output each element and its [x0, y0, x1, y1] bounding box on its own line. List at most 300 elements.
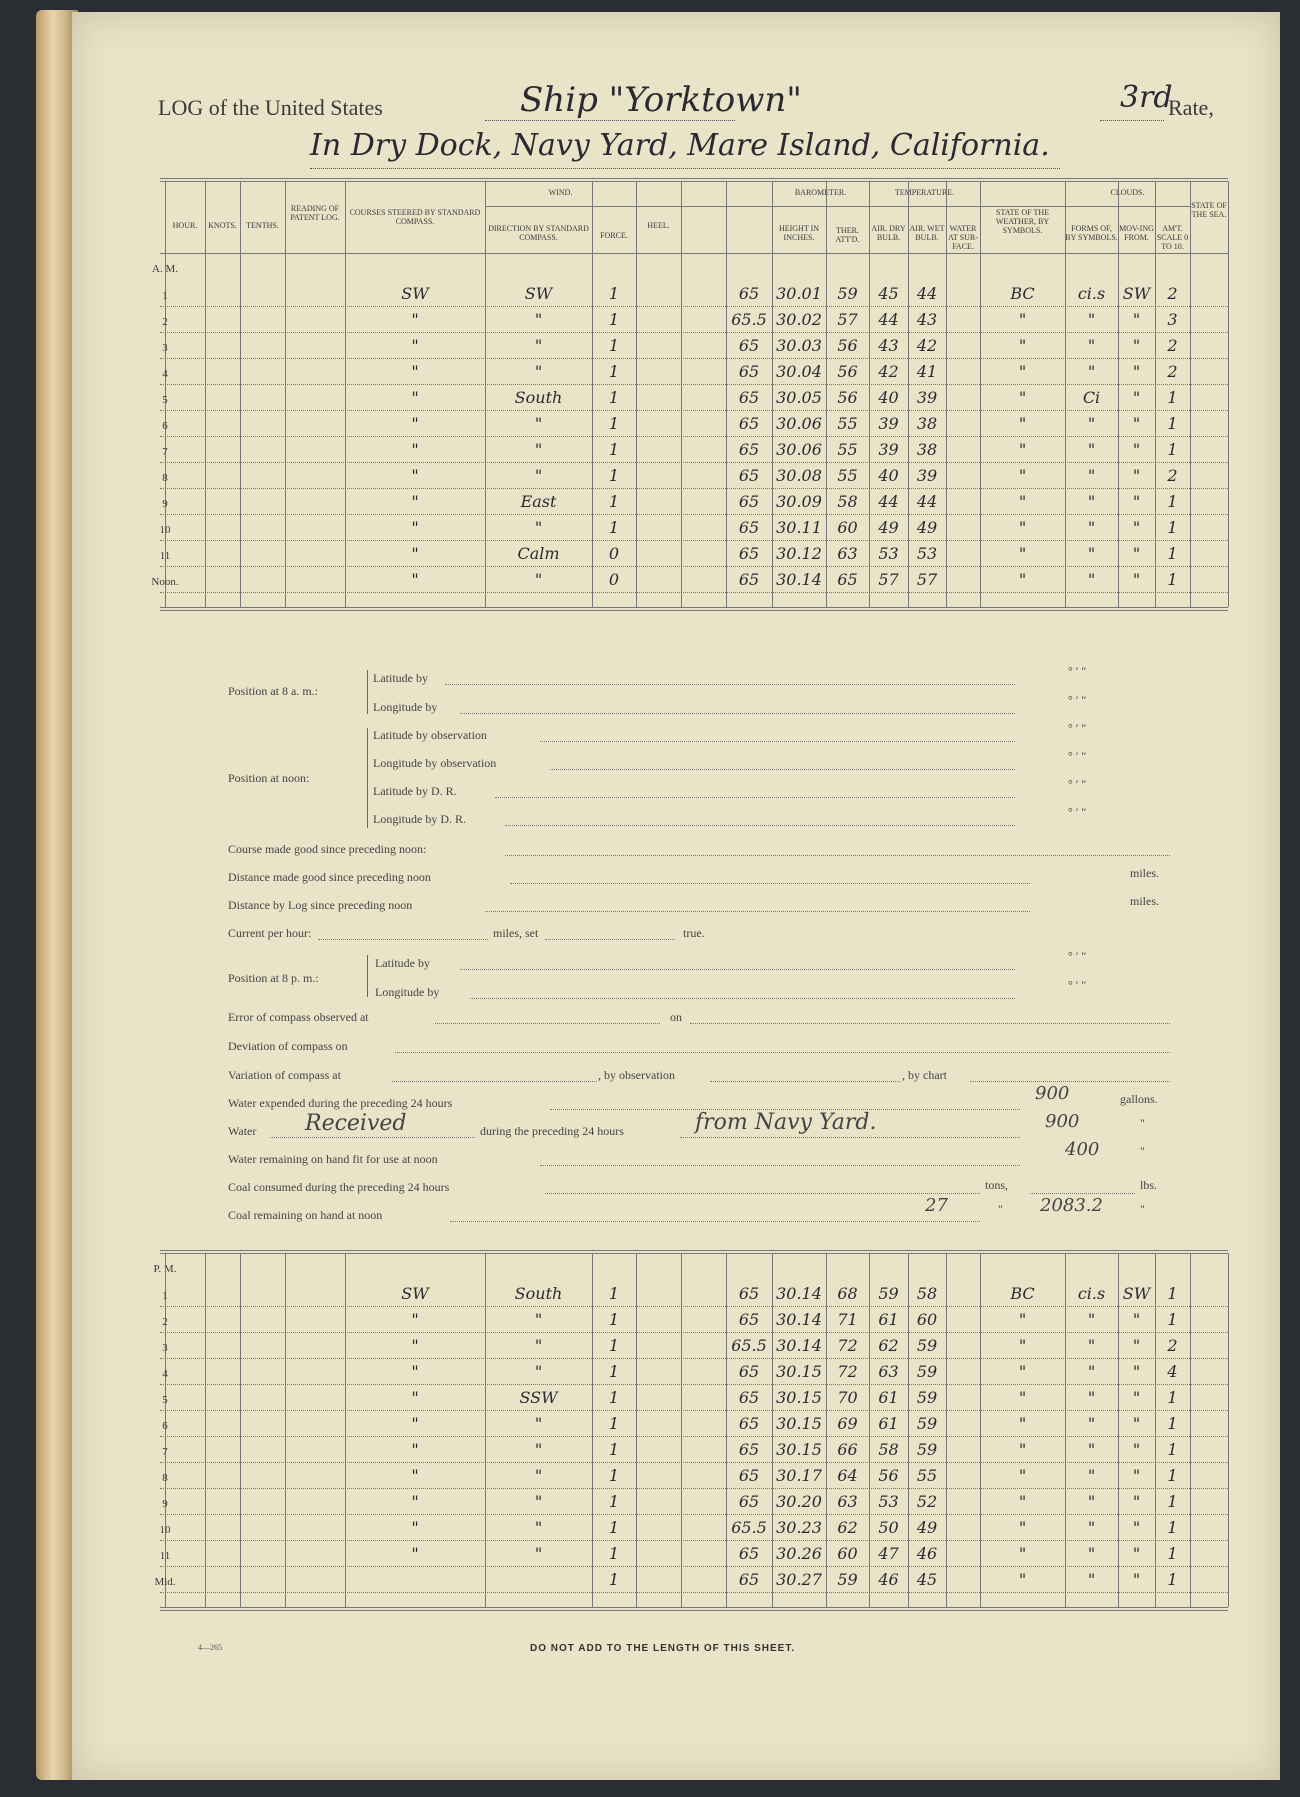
- am-cell-force: 1: [608, 284, 620, 303]
- pm-cell-ther: 62: [837, 1518, 858, 1537]
- pos-8pm-long-line: [470, 998, 1015, 999]
- pm-cell-wet: 46: [916, 1544, 938, 1563]
- pm-hour-label: 1: [162, 1290, 168, 1302]
- ship-rate-value: 3rd: [1120, 80, 1173, 115]
- water-remaining-line: [540, 1165, 1020, 1166]
- pm-cell-course: ": [411, 1440, 419, 1459]
- pm-cell-col: 65: [738, 1544, 760, 1563]
- pm-cell-col: 65.5: [731, 1518, 767, 1537]
- am-cell-course: ": [411, 570, 419, 589]
- pm-cell-forms: ": [1087, 1570, 1096, 1589]
- col-courses: COURSES STEERED BY STANDARD COMPASS.: [349, 208, 481, 226]
- col-temp-water: WATER AT SUR-FACE.: [948, 224, 978, 251]
- form-number: 4—265: [198, 1643, 222, 1652]
- pm-cell-ther: 63: [837, 1492, 858, 1511]
- pm-cell-force: 1: [608, 1518, 620, 1537]
- pm-cell-course: ": [411, 1414, 419, 1433]
- am-hour-label: 2: [162, 316, 168, 328]
- pm-cell-dry: 61: [878, 1310, 899, 1329]
- am-cell-moving: ": [1132, 544, 1141, 563]
- col-baro-height: HEIGHT IN INCHES.: [778, 224, 820, 242]
- am-cell-baro: 30.06: [776, 440, 822, 459]
- am-cell-weather: ": [1018, 362, 1027, 381]
- pm-cell-force: 1: [608, 1388, 620, 1407]
- pm-cell-dir: ": [534, 1414, 543, 1433]
- coal-tons-value: 27: [925, 1195, 948, 1216]
- water-during-label: during the preceding 24 hours: [480, 1124, 624, 1138]
- pm-cell-ther: 72: [837, 1362, 858, 1381]
- am-cell-dry: 43: [878, 336, 899, 355]
- am-cell-force: 1: [608, 310, 620, 329]
- pm-cell-moving: ": [1132, 1388, 1141, 1407]
- am-cell-weather: ": [1018, 414, 1027, 433]
- am-cell-forms: ": [1087, 544, 1096, 563]
- pm-row-line: [160, 1514, 1228, 1515]
- pm-cell-force: 1: [608, 1492, 620, 1511]
- am-cell-wet: 57: [916, 570, 938, 589]
- water-remaining-label: Water remaining on hand fit for use at noon: [228, 1152, 438, 1166]
- am-cell-forms: ": [1087, 362, 1096, 381]
- am-cell-wet: 41: [916, 362, 938, 381]
- pm-cell-ther: 66: [837, 1440, 858, 1459]
- am-cell-col: 65: [738, 466, 760, 485]
- pm-cell-course: ": [411, 1544, 419, 1563]
- am-cell-dry: 44: [878, 492, 899, 511]
- am-cell-wet: 38: [916, 440, 938, 459]
- pm-cell-weather: BC: [1010, 1284, 1035, 1303]
- am-row-line: [160, 358, 1228, 359]
- am-cell-weather: ": [1018, 466, 1027, 485]
- pm-cell-dry: 61: [878, 1414, 899, 1433]
- pos-8am-long-label: Longitude by: [373, 700, 438, 714]
- pm-cell-baro: 30.14: [776, 1310, 822, 1329]
- pm-row-line: [160, 1436, 1228, 1437]
- am-hour-label: 11: [159, 550, 171, 562]
- pm-cell-dry: 58: [878, 1440, 899, 1459]
- am-cell-col: 65: [738, 414, 760, 433]
- ship-location: In Dry Dock, Navy Yard, Mare Island, California.: [310, 128, 1050, 163]
- pm-cell-wet: 55: [916, 1466, 938, 1485]
- dist-log-line: [485, 911, 1030, 912]
- pm-cell-force: 1: [608, 1440, 620, 1459]
- pm-cell-dir: ": [534, 1492, 543, 1511]
- pm-cell-course: ": [411, 1336, 419, 1355]
- pm-hour-label: 8: [162, 1472, 168, 1484]
- pm-cell-dir: ": [534, 1362, 543, 1381]
- am-cell-moving: SW: [1122, 284, 1151, 303]
- coal-lbs-label: lbs.: [1140, 1178, 1158, 1192]
- pm-cell-dir: ": [534, 1466, 543, 1485]
- pm-cell-dry: 61: [878, 1388, 899, 1407]
- dist-made-label: Distance made good since preceding noon: [228, 870, 431, 884]
- am-cell-wet: 38: [916, 414, 938, 433]
- pm-cell-amt: 1: [1167, 1414, 1178, 1433]
- pm-cell-baro: 30.23: [776, 1518, 822, 1537]
- dist-log-miles: miles.: [1130, 894, 1159, 908]
- pm-cell-ther: 70: [837, 1388, 858, 1407]
- pm-cell-weather: ": [1018, 1336, 1027, 1355]
- am-cell-moving: ": [1132, 570, 1141, 589]
- pm-row-line: [160, 1566, 1228, 1567]
- am-cell-amt: 1: [1167, 492, 1178, 511]
- pm-top-line: [160, 1250, 1228, 1251]
- am-cell-baro: 30.02: [776, 310, 822, 329]
- am-hour-label: 3: [162, 342, 168, 354]
- am-row-line: [160, 540, 1228, 541]
- am-cell-dir: ": [534, 518, 543, 537]
- am-row-line: [160, 436, 1228, 437]
- am-cell-weather: ": [1018, 336, 1027, 355]
- variation-by-chart: , by chart: [902, 1068, 947, 1082]
- variation-chart-line: [970, 1081, 1170, 1082]
- am-cell-ther: 59: [837, 284, 858, 303]
- pm-cell-ther: 59: [837, 1570, 858, 1589]
- current-true: true.: [683, 926, 705, 940]
- am-row-line: [160, 332, 1228, 333]
- pm-hour-label: 2: [162, 1316, 168, 1328]
- pm-cell-course: ": [411, 1466, 419, 1485]
- am-header-bottom: [160, 253, 1228, 254]
- pm-cell-amt: 1: [1167, 1310, 1178, 1329]
- am-cell-wet: 44: [916, 284, 938, 303]
- col-temperature: TEMPERATURE.: [894, 188, 955, 197]
- am-cell-course: ": [411, 414, 419, 433]
- am-cell-force: 1: [608, 492, 620, 511]
- current-line: [318, 939, 488, 940]
- pos-8pm-lat-line: [460, 969, 1015, 970]
- am-cell-baro: 30.09: [776, 492, 822, 511]
- coal-consumed-line: [545, 1193, 980, 1194]
- pm-cell-force: 1: [608, 1336, 620, 1355]
- course-made-line: [505, 855, 1170, 856]
- am-cell-dir: ": [534, 440, 543, 459]
- am-cell-dir: ": [534, 362, 543, 381]
- pm-cell-dir: ": [534, 1310, 543, 1329]
- am-cell-ther: 55: [837, 414, 858, 433]
- pm-cell-course: ": [411, 1492, 419, 1511]
- pm-cell-forms: ": [1087, 1544, 1096, 1563]
- pm-cell-forms: ci.s: [1077, 1284, 1106, 1303]
- pos-noon-lat-obs-line: [540, 741, 1015, 742]
- am-cell-amt: 1: [1167, 570, 1178, 589]
- pos-8am-lat-line: [445, 684, 1015, 685]
- pm-cell-weather: ": [1018, 1362, 1027, 1381]
- pm-cell-ther: 71: [837, 1310, 858, 1329]
- am-cell-col: 65: [738, 544, 760, 563]
- pm-cell-amt: 1: [1167, 1284, 1178, 1303]
- water-exp-label: Water expended during the preceding 24 hours: [228, 1096, 453, 1110]
- pm-cell-force: 1: [608, 1414, 620, 1433]
- pm-cell-moving: ": [1132, 1336, 1141, 1355]
- pm-cell-forms: ": [1087, 1336, 1096, 1355]
- col-cloud-moving: MOV-ING FROM.: [1119, 224, 1154, 242]
- log-title-prefix: LOG of the United States: [158, 95, 383, 120]
- pos-noon-lat-dr-label: Latitude by D. R.: [373, 784, 457, 798]
- col-cloud-amt: AM'T. SCALE 0 TO 10.: [1156, 224, 1189, 251]
- variation-by-obs: , by observation: [598, 1068, 675, 1082]
- pm-cell-amt: 1: [1167, 1570, 1178, 1589]
- am-top-line-2: [160, 181, 1228, 182]
- am-cell-baro: 30.12: [776, 544, 822, 563]
- pm-row-line: [160, 1332, 1228, 1333]
- am-cell-weather: ": [1018, 492, 1027, 511]
- pm-cell-moving: ": [1132, 1310, 1141, 1329]
- am-cell-wet: 49: [916, 518, 938, 537]
- title-rate-line: [1100, 120, 1164, 121]
- pm-cell-weather: ": [1018, 1414, 1027, 1433]
- col-baro-ther: THER. ATT'D.: [835, 226, 860, 244]
- pm-cell-col: 65: [738, 1440, 760, 1459]
- am-cell-course: ": [411, 336, 419, 355]
- am-cell-amt: 1: [1167, 414, 1178, 433]
- pm-cell-col: 65: [738, 1570, 760, 1589]
- am-cell-course: ": [411, 492, 419, 511]
- pos-8pm-long-label: Longitude by: [375, 985, 440, 999]
- am-cell-moving: ": [1132, 310, 1141, 329]
- pm-cell-amt: 1: [1167, 1492, 1178, 1511]
- col-heel: HEEL.: [647, 221, 670, 230]
- am-cell-force: 0: [608, 544, 620, 563]
- am-cell-course: ": [411, 440, 419, 459]
- water-exp-value: 900: [1035, 1083, 1070, 1104]
- pm-cell-moving: ": [1132, 1414, 1141, 1433]
- am-cell-forms: ": [1087, 518, 1096, 537]
- pm-cell-ther: 72: [837, 1336, 858, 1355]
- pm-cell-forms: ": [1087, 1440, 1096, 1459]
- pm-cell-baro: 30.15: [776, 1388, 822, 1407]
- pm-cell-force: 1: [608, 1284, 620, 1303]
- am-cell-amt: 1: [1167, 544, 1178, 563]
- am-cell-amt: 3: [1167, 310, 1178, 329]
- pm-cell-dry: 46: [878, 1570, 899, 1589]
- pm-cell-dry: 59: [878, 1284, 899, 1303]
- am-bottom-line: [160, 607, 1228, 608]
- water-label: Water: [228, 1124, 257, 1138]
- coal-consumed-label: Coal consumed during the preceding 24 hours: [228, 1180, 450, 1194]
- am-hour-label: 7: [162, 446, 168, 458]
- pm-cell-amt: 2: [1167, 1336, 1178, 1355]
- brace-noon: [367, 728, 368, 828]
- am-cell-col: 65: [738, 388, 760, 407]
- coal-lbs-value: 2083.2: [1040, 1195, 1103, 1216]
- pm-cell-ther: 69: [837, 1414, 858, 1433]
- pm-cell-ther: 64: [837, 1466, 858, 1485]
- am-cell-dir: ": [534, 414, 543, 433]
- pm-cell-col: 65: [738, 1362, 760, 1381]
- pm-cell-course: ": [411, 1518, 419, 1537]
- am-cell-dry: 39: [878, 440, 899, 459]
- am-cell-ther: 56: [837, 388, 858, 407]
- am-row-line: [160, 384, 1228, 385]
- pm-cell-wet: 49: [916, 1518, 938, 1537]
- pm-row-line: [160, 1410, 1228, 1411]
- am-cell-dir: ": [534, 466, 543, 485]
- pm-cell-baro: 30.15: [776, 1414, 822, 1433]
- pm-cell-dir: ": [534, 1544, 543, 1563]
- header-sub-line: [485, 206, 1190, 207]
- am-cell-forms: ": [1087, 492, 1096, 511]
- pos-noon-lat-dr-line: [495, 797, 1015, 798]
- am-cell-moving: ": [1132, 362, 1141, 381]
- pm-period-label: P. M.: [153, 1263, 177, 1275]
- am-cell-baro: 30.14: [776, 570, 822, 589]
- am-cell-moving: ": [1132, 492, 1141, 511]
- pos-noon-lat-obs-deg: ° ′ ″: [1068, 721, 1087, 735]
- pm-cell-weather: ": [1018, 1570, 1027, 1589]
- pm-hour-label: 6: [162, 1420, 168, 1432]
- am-cell-dry: 53: [878, 544, 899, 563]
- am-cell-moving: ": [1132, 388, 1141, 407]
- pm-top-line-2: [160, 1253, 1228, 1254]
- am-cell-dir: East: [520, 492, 557, 511]
- pm-hour-label: 9: [162, 1498, 168, 1510]
- pm-row-line: [160, 1488, 1228, 1489]
- am-row-line: [160, 514, 1228, 515]
- pm-hour-label: 11: [159, 1550, 171, 1562]
- pm-col-divider: [1228, 1253, 1229, 1607]
- am-cell-dry: 45: [878, 284, 899, 303]
- am-cell-wet: 39: [916, 388, 938, 407]
- am-cell-course: ": [411, 388, 419, 407]
- am-cell-force: 0: [608, 570, 620, 589]
- am-cell-ther: 58: [837, 492, 858, 511]
- pm-cell-wet: 59: [916, 1336, 938, 1355]
- am-col-divider: [285, 181, 286, 607]
- am-row-line: [160, 488, 1228, 489]
- am-cell-amt: 2: [1167, 466, 1178, 485]
- pm-hour-label: 10: [159, 1524, 171, 1536]
- am-cell-baro: 30.05: [776, 388, 822, 407]
- am-row-line: [160, 592, 1228, 593]
- pm-cell-wet: 59: [916, 1414, 938, 1433]
- am-cell-forms: ": [1087, 336, 1096, 355]
- pm-cell-moving: ": [1132, 1466, 1141, 1485]
- pm-cell-moving: ": [1132, 1544, 1141, 1563]
- am-cell-dir: Calm: [517, 544, 560, 563]
- err-compass-on-line: [690, 1023, 1170, 1024]
- col-temp-wet: AIR. WET BULB.: [909, 224, 945, 242]
- am-cell-amt: 1: [1167, 440, 1178, 459]
- pm-cell-dir: South: [514, 1284, 563, 1303]
- am-cell-force: 1: [608, 466, 620, 485]
- col-sea: STATE OF THE SEA.: [1191, 201, 1227, 219]
- variation-line: [392, 1081, 597, 1082]
- am-top-line: [160, 178, 1228, 179]
- pm-cell-moving: ": [1132, 1518, 1141, 1537]
- pm-cell-forms: ": [1087, 1414, 1096, 1433]
- col-wind: WIND.: [548, 188, 573, 197]
- am-cell-col: 65: [738, 570, 760, 589]
- pm-row-line: [160, 1358, 1228, 1359]
- pm-cell-dir: ": [534, 1336, 543, 1355]
- coal-tons-ditto: ": [998, 1202, 1003, 1216]
- am-hour-label: 6: [162, 420, 168, 432]
- am-cell-dir: ": [534, 336, 543, 355]
- pm-cell-wet: 59: [916, 1388, 938, 1407]
- water-exp-gallons: gallons.: [1120, 1092, 1158, 1106]
- am-cell-baro: 30.03: [776, 336, 822, 355]
- am-cell-wet: 44: [916, 492, 938, 511]
- am-cell-forms: ": [1087, 466, 1096, 485]
- am-row-line: [160, 410, 1228, 411]
- coal-remaining-line: [450, 1221, 980, 1222]
- coal-lbs-line: [1030, 1193, 1135, 1194]
- pm-cell-ther: 60: [837, 1544, 858, 1563]
- pm-cell-dry: 47: [878, 1544, 899, 1563]
- am-cell-ther: 55: [837, 466, 858, 485]
- pm-cell-ther: 68: [837, 1284, 858, 1303]
- deviation-line: [395, 1052, 1170, 1053]
- pm-cell-dry: 62: [878, 1336, 899, 1355]
- pm-cell-moving: ": [1132, 1362, 1141, 1381]
- pm-cell-baro: 30.15: [776, 1362, 822, 1381]
- pm-cell-wet: 58: [916, 1284, 938, 1303]
- am-cell-col: 65: [738, 362, 760, 381]
- pm-cell-col: 65: [738, 1284, 760, 1303]
- pm-cell-baro: 30.26: [776, 1544, 822, 1563]
- am-cell-dry: 44: [878, 310, 899, 329]
- col-weather: STATE OF THE WEATHER, BY SYMBOLS.: [995, 208, 1050, 235]
- am-cell-baro: 30.11: [776, 518, 822, 537]
- am-col-divider: [1190, 181, 1191, 607]
- pm-bottom-line-2: [160, 1610, 1228, 1611]
- am-cell-forms: ": [1087, 440, 1096, 459]
- am-cell-col: 65.5: [731, 310, 767, 329]
- am-cell-moving: ": [1132, 518, 1141, 537]
- pm-cell-force: 1: [608, 1466, 620, 1485]
- am-cell-course: ": [411, 310, 419, 329]
- coal-remaining-label: Coal remaining on hand at noon: [228, 1208, 383, 1222]
- course-made-label: Course made good since preceding noon:: [228, 842, 427, 856]
- water-rem-value: 400: [1065, 1139, 1100, 1160]
- pos-8pm-long-deg: ° ′ ″: [1068, 978, 1087, 992]
- pos-noon-long-dr-deg: ° ′ ″: [1068, 805, 1087, 819]
- pos-noon-long-obs-label: Longitude by observation: [373, 756, 497, 770]
- am-cell-force: 1: [608, 440, 620, 459]
- col-barometer: BAROMETER.: [794, 188, 847, 197]
- am-cell-weather: ": [1018, 570, 1027, 589]
- variation-obs-line: [710, 1081, 900, 1082]
- pos-8am-lat-label: Latitude by: [373, 671, 428, 685]
- am-cell-dir: ": [534, 310, 543, 329]
- am-cell-wet: 53: [916, 544, 938, 563]
- pm-cell-wet: 59: [916, 1440, 938, 1459]
- am-hour-label: 4: [162, 368, 168, 380]
- am-cell-col: 65: [738, 284, 760, 303]
- pos-noon-lat-dr-deg: ° ′ ″: [1068, 777, 1087, 791]
- pos-8am-long-deg: ° ′ ″: [1068, 693, 1087, 707]
- am-cell-dry: 49: [878, 518, 899, 537]
- am-cell-baro: 30.06: [776, 414, 822, 433]
- am-bottom-line-2: [160, 610, 1228, 611]
- am-cell-baro: 30.01: [776, 284, 822, 303]
- am-cell-amt: 2: [1167, 362, 1178, 381]
- pm-cell-dry: 50: [878, 1518, 899, 1537]
- am-period-label: A. M.: [152, 263, 178, 275]
- pm-cell-amt: 4: [1167, 1362, 1178, 1381]
- pos-noon-label: Position at noon:: [228, 771, 310, 785]
- col-cloud-forms: FORMS OF, BY SYMBOLS.: [1065, 224, 1118, 242]
- am-cell-moving: ": [1132, 414, 1141, 433]
- variation-label: Variation of compass at: [228, 1068, 341, 1082]
- pm-cell-col: 65: [738, 1492, 760, 1511]
- pm-cell-weather: ": [1018, 1518, 1027, 1537]
- ship-rate-label: Rate,: [1168, 95, 1214, 120]
- am-cell-amt: 2: [1167, 336, 1178, 355]
- water-from: from Navy Yard.: [695, 1110, 877, 1135]
- am-cell-dry: 39: [878, 414, 899, 433]
- pm-cell-force: 1: [608, 1570, 620, 1589]
